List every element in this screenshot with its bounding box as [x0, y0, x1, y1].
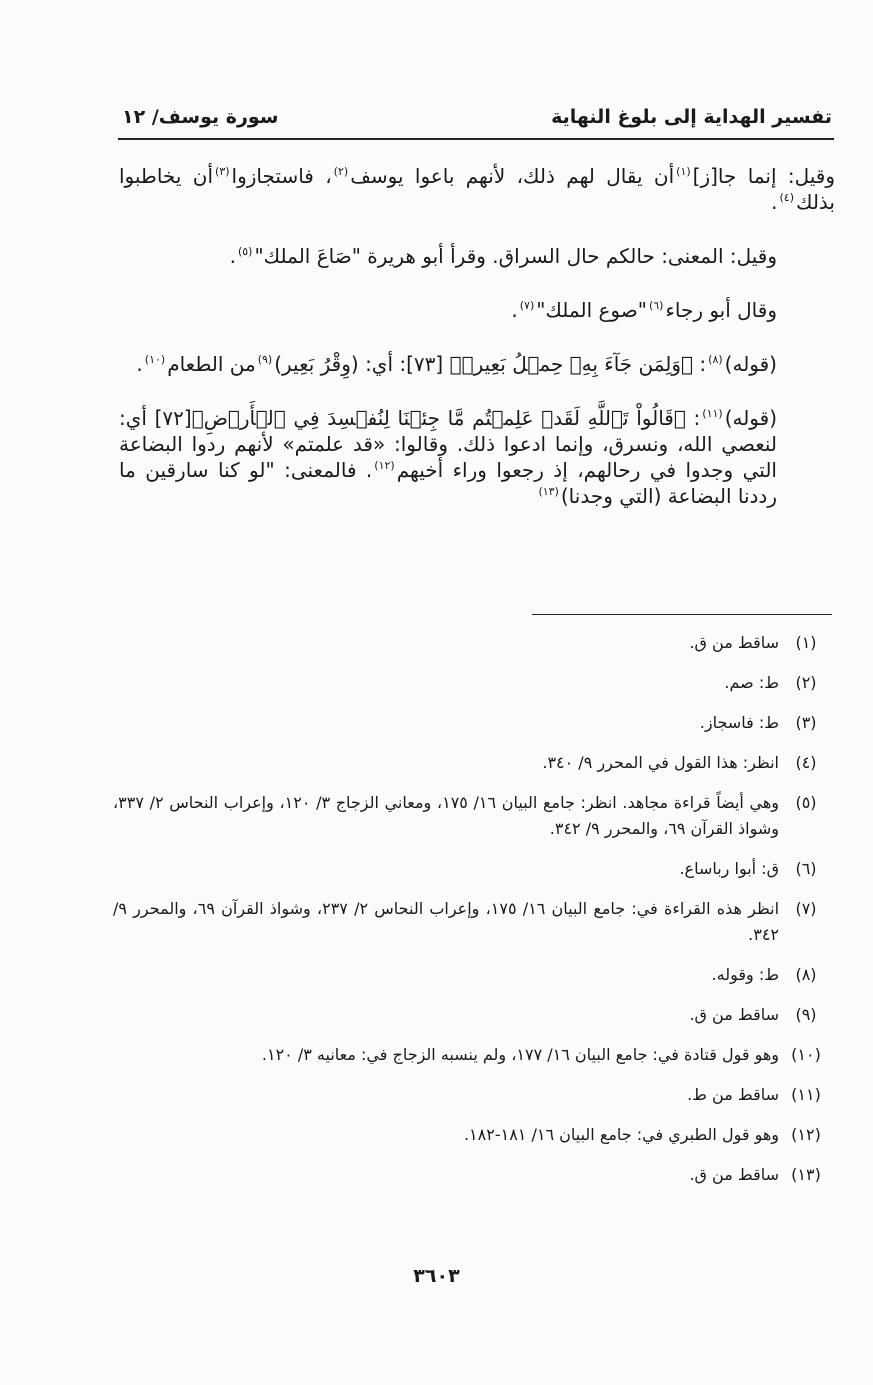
book-title: تفسير الهداية إلى بلوغ النهاية — [551, 106, 832, 128]
footnote — [113, 1002, 833, 1028]
footnote-ref[interactable]: (٢) — [333, 165, 349, 179]
footnote-number: (١٣) — [791, 1165, 821, 1184]
footnote-number: (١) — [795, 633, 817, 652]
footnote-ref[interactable]: (٨) — [708, 353, 723, 367]
footnote-ref[interactable]: (٥) — [237, 245, 253, 259]
footnote-text: ساقط من ق. — [689, 1005, 779, 1024]
footnote-ref[interactable]: (٤) — [779, 191, 794, 205]
footnote-ref[interactable]: (١١) — [702, 407, 723, 421]
footnote-number: (٥) — [795, 793, 817, 812]
footnote-ref[interactable]: (١) — [676, 165, 691, 179]
footnote-ref[interactable]: (١٠) — [144, 353, 166, 367]
footnote-number: (٢) — [795, 673, 817, 692]
footnote — [113, 710, 833, 736]
footnote-text: انظر هذه القراءة في: جامع البيان ١٦/ ١٧٥، وإعراب النحاس ٢/ ٢٣٧، وشواذ القرآن ٦٩، والمحرر ٩/ ٣٤٢. — [113, 899, 780, 944]
footnote-text: ط: صم. — [724, 673, 779, 692]
paragraph-5: (قوله)$^{(١١)}$: ﴿قَالُواْ تَٱللَّهِ لَقَدۡ عَلِمۡتُم مَّا جِئۡنَا لِنُفۡسِدَ فِي ٱلۡأَرۡضِ﴾[٧٢] أي: لنعصي الله، ونسرق، وإنما ادعوا ذلك. وقالوا: «قد علمتم» لأنهم ردوا البضاعة التي وجدوا في رحالهم، إذ رجعوا وراء أخيهم$^{(١٢)}$. فالمعنى: "لو كنا سارقين ما رددنا البضاعة (التي وجدنا)$^{(١٣)}$ — [119, 406, 778, 508]
footnote-ref[interactable]: (٩) — [257, 353, 273, 367]
surah-label: سورة يوسف/ ١٢ — [122, 106, 279, 128]
footnote-separator — [532, 614, 832, 615]
footnote-text: ق: أبوا رباساع. — [679, 859, 779, 878]
footnote-number: (٩) — [795, 1005, 817, 1024]
footnote-ref[interactable]: (١٢) — [374, 459, 395, 473]
footnote-text: وهو قول الطبري في: جامع البيان ١٦/ ١٨١-١٨٢. — [463, 1125, 779, 1144]
footnote-number: (١١) — [791, 1085, 821, 1104]
footnote — [113, 1162, 833, 1188]
footnote-ref[interactable]: (١٣) — [538, 485, 559, 499]
footnote — [113, 630, 833, 656]
footnote — [113, 1122, 833, 1148]
footnote-number: (١٠) — [791, 1045, 821, 1064]
footnote — [113, 896, 833, 948]
footnote-text: ساقط من ق. — [689, 633, 779, 652]
paragraph-2: وقيل: المعنى: حالكم حال السراق. وقرأ أبو هريرة "صَاعَ الملك"$^{(٥)}$. — [229, 244, 777, 268]
footnote — [113, 750, 833, 776]
paragraph-4: (قوله)$^{(٨)}$: ﴿وَلِمَن جَآءَ بِهِۦ حِمۡلُ بَعِيرٖ﴾ [٧٣]: أي: (وِقْرُ بَعِير)$^{(٩)}$من الطعام$^{(١٠)}$. — [136, 352, 777, 376]
footnote-number: (٧) — [795, 899, 817, 918]
footnote — [113, 856, 833, 882]
footnote-number: (٤) — [795, 753, 817, 772]
footnote — [113, 790, 833, 842]
paragraph-1: وقيل: إنما جا[ز]$^{(١)}$أن يقال لهم ذلك، لأنهم باعوا يوسف$^{(٢)}$، فاستجازوا$^{(٣)}$أن يخاطبوا بذلك$^{(٤)}$. — [119, 164, 836, 214]
footnote-number: (٨) — [795, 965, 817, 984]
footnote-text: ط: فاسجاز. — [699, 713, 779, 732]
footnote-number: (٦) — [795, 859, 817, 878]
footnote-ref[interactable]: (٧) — [519, 299, 535, 313]
footnotes — [113, 630, 833, 1188]
footnote-text: ساقط من ط. — [687, 1085, 779, 1104]
footnote — [113, 1082, 833, 1108]
footnote — [113, 1042, 833, 1068]
footnote-text: ساقط من ق. — [689, 1165, 779, 1184]
footnote-number: (٣) — [795, 713, 817, 732]
footnote — [113, 670, 833, 696]
page-number: ٣٦٠٣ — [413, 1265, 460, 1287]
footnote-number: (١٢) — [791, 1125, 821, 1144]
footnote-ref[interactable]: (٦) — [648, 299, 664, 313]
main-text — [119, 163, 835, 509]
paragraph-3: وقال أبو رجاء$^{(٦)}$"صوع الملك"$^{(٧)}$. — [511, 298, 777, 322]
footnote-text: وهي أيضاً قراءة مجاهد. انظر: جامع البيان ١٦/ ١٧٥، ومعاني الزجاج ٣/ ١٢٠، وإعراب النحاس ٢/ ٣٣٧، وشواذ القرآن ٦٩، والمحرر ٩/ ٣٤٢. — [113, 793, 780, 838]
footnote-text: انظر: هذا القول في المحرر ٩/ ٣٤٠. — [542, 753, 779, 772]
footnote — [113, 962, 833, 988]
running-header — [118, 98, 834, 140]
footnote-text: وهو قول قتادة في: جامع البيان ١٦/ ١٧٧، ولم ينسبه الزجاج في: معانيه ٣/ ١٢٠. — [261, 1045, 779, 1064]
footnote-text: ط: وقوله. — [711, 965, 779, 984]
footnote-ref[interactable]: (٣) — [215, 165, 230, 179]
